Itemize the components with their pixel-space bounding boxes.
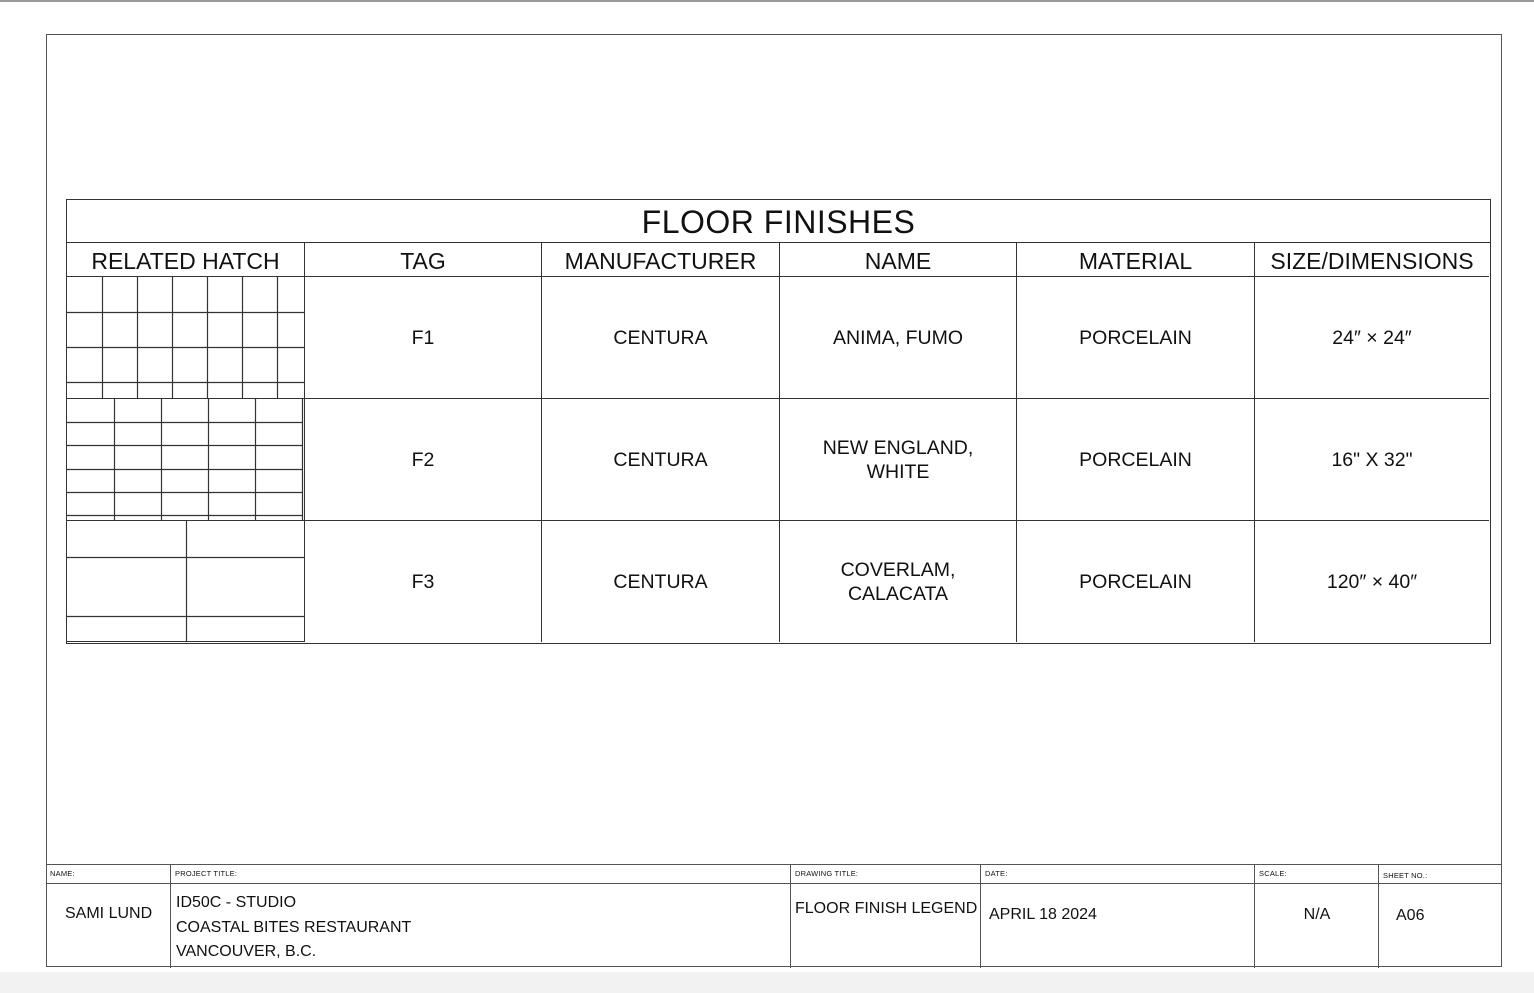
title-block-scale-cell: [1255, 865, 1379, 968]
header-name: NAME: [780, 243, 1017, 277]
title-block-drawing-title-cell: [791, 865, 981, 968]
drawing-title: FLOOR FINISH LEGEND: [795, 900, 978, 917]
row-f3-name-line-1: COVERLAM,: [840, 558, 956, 581]
row-f1-manufacturer: CENTURA: [542, 277, 780, 399]
floor-finish-schedule: [66, 199, 1491, 644]
row-f3-manufacturer: CENTURA: [542, 521, 780, 642]
header-size-dimensions: SIZE/DIMENSIONS: [1255, 243, 1489, 277]
hatch-square-tile: [67, 277, 305, 399]
row-f3-tag: F3: [305, 521, 542, 642]
row-f2-name: [780, 399, 1017, 521]
designer-name: SAMI LUND: [65, 905, 153, 922]
row-f2-material: PORCELAIN: [1017, 399, 1255, 521]
row-f1-size: 24″ × 24″: [1255, 277, 1489, 399]
scale-label: SCALE:: [1259, 869, 1287, 878]
header-material: MATERIAL: [1017, 243, 1255, 277]
project-line-1: ID50C - STUDIO: [176, 894, 297, 911]
hatch-offset-plank: [67, 399, 305, 521]
row-f2-tag: F2: [305, 399, 542, 521]
row-f1-name: [780, 277, 1017, 399]
title-block-name-cell: [46, 865, 171, 968]
header-tag: TAG: [305, 243, 542, 277]
scale-value: N/A: [1303, 906, 1331, 923]
row-f1-tag: F1: [305, 277, 542, 399]
row-f1-name-line-1: ANIMA, FUMO: [833, 326, 963, 349]
row-f2-manufacturer: CENTURA: [542, 399, 780, 521]
project-line-2: COASTAL BITES RESTAURANT: [176, 919, 412, 936]
sheet-number: A06: [1396, 907, 1425, 924]
drawing-date: APRIL 18 2024: [989, 906, 1097, 923]
title-block-project-cell: [171, 865, 791, 968]
row-f2-name-line-2: WHITE: [866, 460, 930, 483]
row-f3-name-line-2: CALACATA: [847, 582, 949, 605]
title-block-date-cell: [981, 865, 1255, 968]
row-f2-size: 16" X 32": [1255, 399, 1489, 521]
name-label: NAME:: [50, 869, 75, 878]
sheet-no-label: SHEET NO.:: [1383, 871, 1428, 880]
drawing-title-label: DRAWING TITLE:: [795, 869, 859, 878]
row-f3-size: 120″ × 40″: [1326, 570, 1418, 593]
header-manufacturer: MANUFACTURER: [542, 243, 780, 277]
title-block-sheet-cell: [1379, 865, 1502, 968]
row-f1-material: PORCELAIN: [1017, 277, 1255, 399]
hatch-large-panel: [67, 521, 305, 642]
top-rule: [0, 0, 1534, 2]
title-block: [46, 864, 1502, 967]
header-related-hatch: RELATED HATCH: [67, 243, 305, 277]
project-title-label: PROJECT TITLE:: [175, 869, 238, 878]
schedule-title: FLOOR FINISHES: [67, 200, 1490, 243]
row-f3-name: [780, 521, 1017, 642]
date-label: DATE:: [985, 869, 1008, 878]
page-bottom-margin: [0, 972, 1534, 993]
row-f3-material: PORCELAIN: [1017, 521, 1255, 642]
row-f2-name-line-1: NEW ENGLAND,: [822, 436, 974, 459]
project-line-3: VANCOUVER, B.C.: [176, 943, 317, 960]
